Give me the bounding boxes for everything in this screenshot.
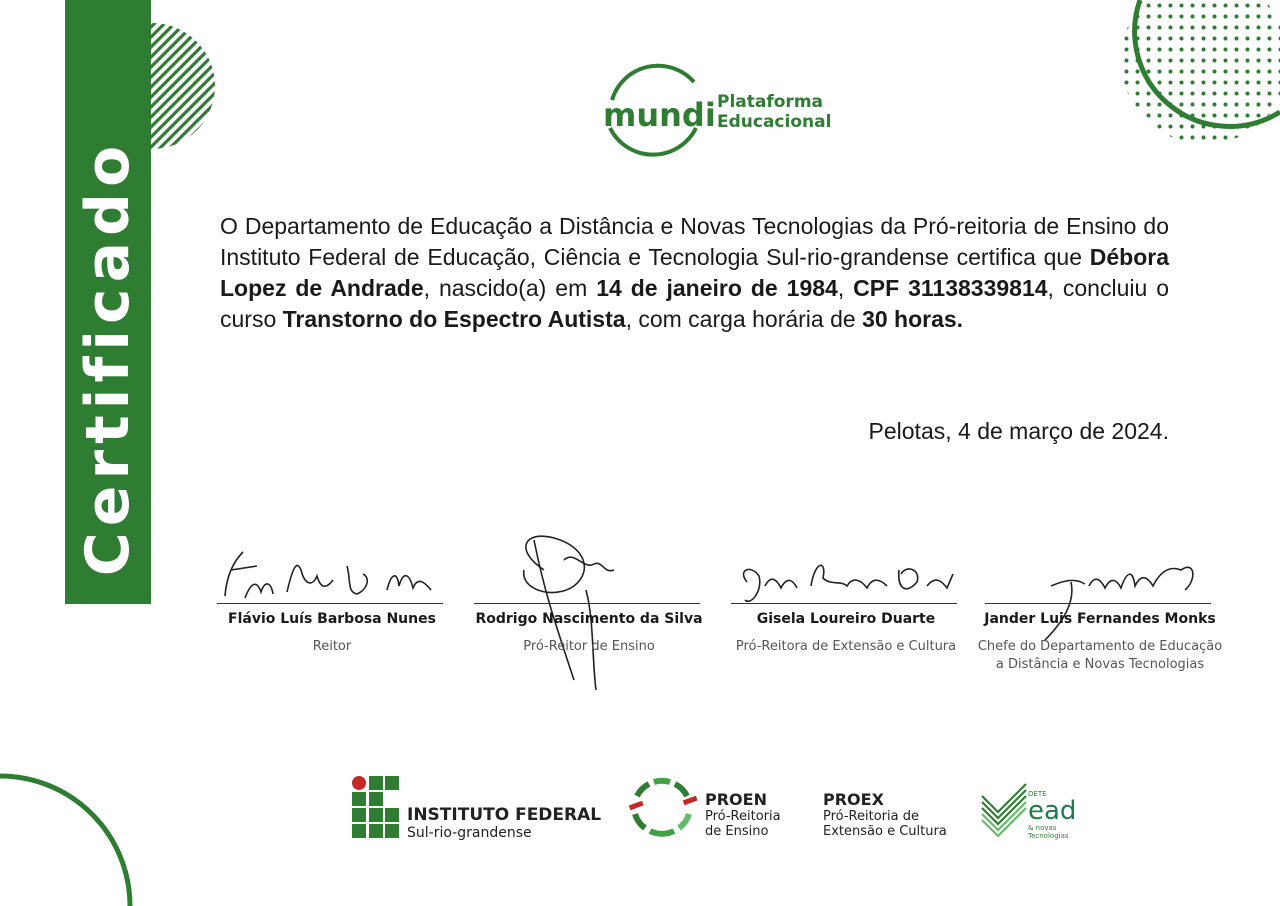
proen-line2: de Ensino <box>705 824 769 839</box>
instituto-federal-text <box>407 805 601 841</box>
brand-line1: Plataforma <box>717 92 824 112</box>
handwritten-signature-1 <box>217 530 457 610</box>
if-subtitle: Sul-rio-grandense <box>407 825 532 841</box>
signer-name: Jander Luis Fernandes Monks <box>984 611 1216 627</box>
body-part5: , com carga horária de <box>625 306 863 332</box>
signer-name: Flávio Luís Barbosa Nunes <box>228 611 436 627</box>
ead-text <box>1028 790 1076 840</box>
signature-line <box>985 603 1211 604</box>
signature-line <box>217 603 443 604</box>
brand-tagline <box>717 92 831 132</box>
signer-name: Gisela Loureiro Duarte <box>756 611 936 627</box>
body-part4: , concluiu o curso <box>220 275 1170 332</box>
birth-date: 14 de janeiro de 1984 <box>596 275 838 301</box>
proen-title: PROEN <box>705 790 767 809</box>
certificate-body <box>220 211 1169 335</box>
proex-line2: Extensão e Cultura <box>823 824 947 839</box>
ead-logo <box>980 776 1028 838</box>
signature-line <box>731 603 957 604</box>
brand-name: mundi <box>603 96 716 134</box>
brand-line2: Educacional <box>717 112 832 132</box>
body-part2: , nascido(a) em <box>423 275 597 301</box>
signer-role <box>965 638 1235 674</box>
course-hours: 30 horas. <box>862 306 964 332</box>
ead-small: DETE <box>1028 790 1047 798</box>
if-title: INSTITUTO FEDERAL <box>407 805 602 825</box>
signer-role: Pró-Reitora de Extensão e Cultura <box>735 639 957 654</box>
signature-line <box>474 603 700 604</box>
course-name: Transtorno do Espectro Autista <box>282 306 626 332</box>
body-part1: O Departamento de Educação a Distância e Novas Tecnologias da Pró-reitoria de Ensino do Instituto Federal de Educação, Ciência e Tecnologia Sul-rio-grandense certifica que <box>220 213 1169 270</box>
certificate-title: Certificado <box>73 139 143 577</box>
ead-sub2: Tecnologias <box>1028 832 1069 840</box>
place-date: Pelotas, 4 de março de 2024. <box>868 418 1169 444</box>
proex-line1: Pró-Reitoria de <box>823 809 919 824</box>
dotted-circle-decoration <box>1110 0 1280 150</box>
instituto-federal-logo <box>352 776 400 838</box>
handwritten-signature-3 <box>731 530 971 610</box>
hatched-circle-decoration <box>86 20 218 152</box>
signer-role: Pró-Reitor de Ensino <box>523 639 655 654</box>
arc-decoration <box>0 770 140 906</box>
proen-line1: Pró-Reitoria <box>705 809 781 824</box>
proex-text <box>823 790 947 839</box>
body-part3: , <box>837 275 854 301</box>
proen-text <box>705 790 781 839</box>
signer-role-line1: Chefe do Departamento de Educação <box>977 639 1223 654</box>
proen-logo <box>627 776 697 838</box>
cpf: CPF 31138339814 <box>853 275 1048 301</box>
ead-sub1: & novas <box>1028 824 1057 832</box>
signer-role: Reitor <box>312 639 352 654</box>
signer-role-line2: a Distância e Novas Tecnologias <box>995 657 1205 672</box>
signer-name: Rodrigo Nascimento da Silva <box>475 611 703 627</box>
proex-title: PROEX <box>823 790 884 809</box>
ead-big: ead <box>1028 796 1077 826</box>
student-name: Débora Lopez de Andrade <box>220 244 1169 301</box>
